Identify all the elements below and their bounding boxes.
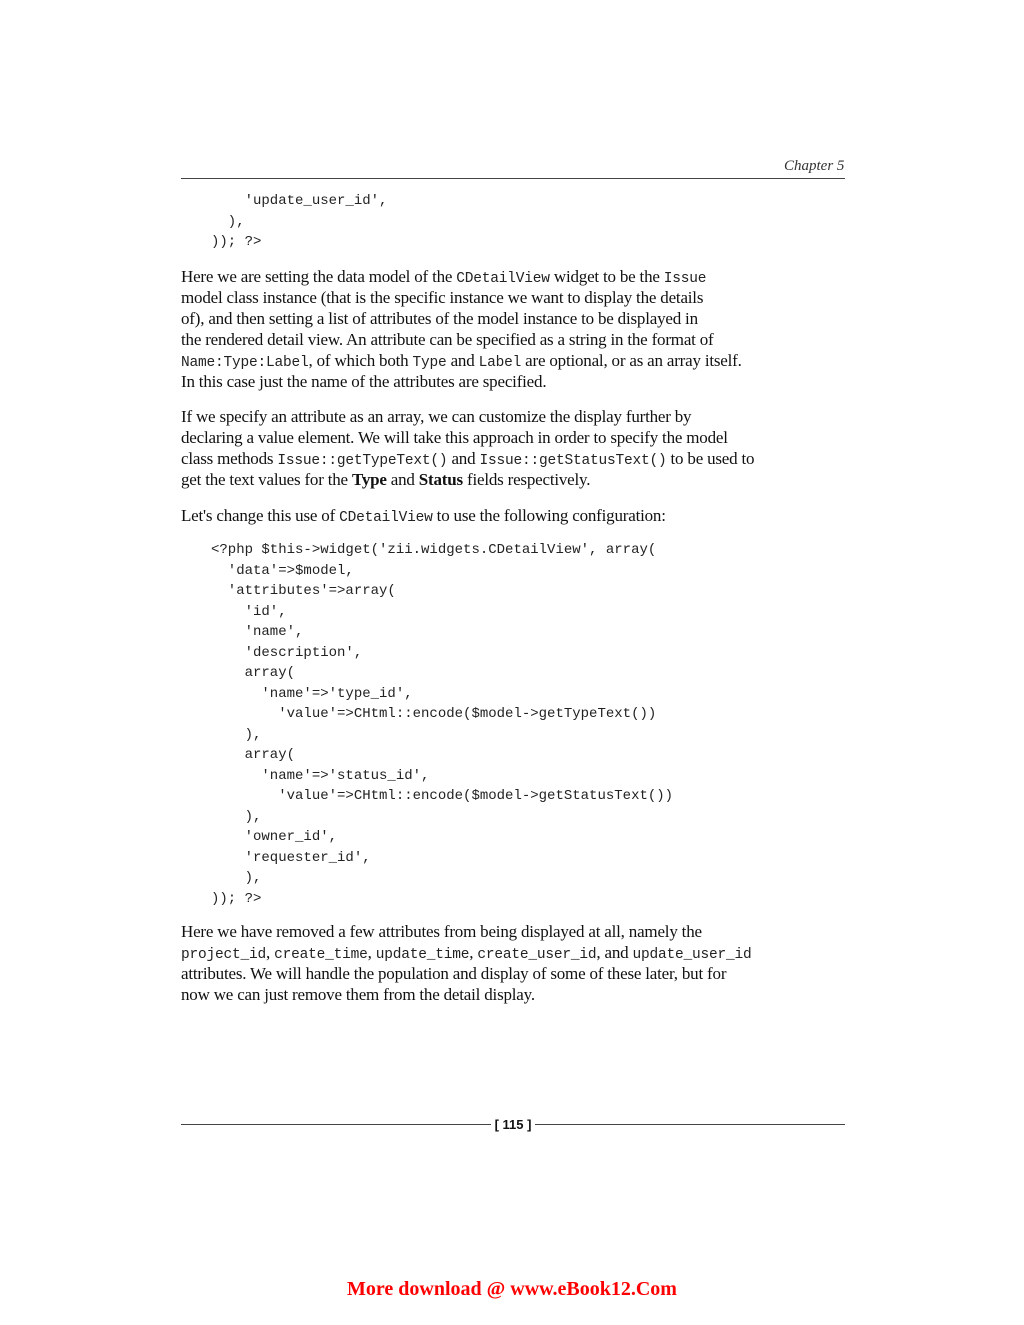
code-line: 'name', [211,624,304,640]
text-line [181,469,851,490]
footer-rule-left [181,1124,491,1125]
code-line: )); ?> [211,890,262,907]
inline-code: project_id [181,947,267,963]
code-line: array( [211,665,296,681]
text-line [181,942,851,963]
text-line [181,921,851,942]
inline-code: update_user_id [632,947,752,963]
text-line [181,308,851,329]
paragraph [181,406,851,490]
text-line [181,266,851,287]
text-run: to be used to [666,449,755,468]
code-block [211,540,881,909]
text-run: Let's change this use of [181,506,340,525]
code-line: ), [211,726,262,743]
text-line [181,287,851,308]
text-run: If we specify an attribute as an array, we can customize the display further by [181,407,692,426]
code-line: 'attributes'=>array( [211,583,396,599]
inline-code: Issue::getStatusText() [479,453,667,469]
inline-code: create_user_id [477,947,597,963]
code-line: <?php $this->widget('zii.widgets.CDetailView', array( [211,542,657,558]
text-run: and [446,351,479,370]
inline-code: Issue [663,271,707,287]
code-line: )); ?> [211,234,262,250]
inline-code: CDetailView [339,510,433,526]
text-run: and [386,470,419,489]
text-run: attributes. We will handle the population and display of some of these later, but for [181,964,727,983]
text-line [181,371,851,392]
paragraph [181,266,851,392]
code-line: 'owner_id', [211,829,338,845]
text-line [181,963,851,984]
inline-code: update_time [375,947,470,963]
inline-code: create_time [274,947,368,963]
text-run: Here we have removed a few attributes from being displayed at all, namely the [181,922,702,941]
inline-code: Issue::getTypeText() [277,453,448,469]
text-line [181,984,851,1005]
text-run: declaring a value element. We will take this approach in order to specify the model [181,428,728,447]
header-rule [181,178,845,179]
text-line [181,329,851,350]
text-run: widget to be the [549,267,664,286]
text-line [181,350,851,371]
inline-code: Name:Type:Label [181,355,309,371]
code-line: 'id', [211,603,287,620]
text-run: are optional, or as an array itself. [521,351,742,370]
bold-text: Type [351,470,387,489]
text-run: model class instance (that is the specific instance we want to display the details [181,288,704,307]
text-run: get the text values for the [181,470,352,489]
text-run: the rendered detail view. An attribute can be specified as a string in the format of [181,330,714,349]
code-block [211,191,881,253]
code-line: 'value'=>CHtml::encode($model->getTypeText()) [211,706,657,722]
paragraph [181,505,851,526]
text-run: now we can just remove them from the detail display. [181,985,535,1004]
bold-text: Status [418,470,463,489]
paragraph [181,921,851,1005]
text-run: , [266,943,275,962]
text-run: , [469,943,478,962]
text-run: , of which both [308,351,413,370]
code-line: 'name'=>'type_id', [211,685,413,702]
page-number: [ 115 ] [494,1116,532,1132]
code-line: ), [211,213,245,230]
download-promo-link[interactable]: More download @ www.eBook12.Com [347,1278,677,1300]
text-line [181,448,851,469]
text-line [181,427,851,448]
inline-code: Label [478,355,522,371]
code-line: 'data'=>$model, [211,562,354,579]
footer-rule-right [535,1124,845,1125]
text-run: , and [596,943,633,962]
code-line: 'update_user_id', [211,193,388,209]
text-line [181,505,851,526]
text-run: Here we are setting the data model of the [181,267,457,286]
chapter-header: Chapter 5 [784,158,845,174]
inline-code: CDetailView [456,271,550,287]
code-line: 'value'=>CHtml::encode($model->getStatusText()) [211,788,674,804]
text-line [181,406,851,427]
text-run: , [367,943,376,962]
page-footer [181,1114,845,1134]
code-line: ), [211,870,262,886]
text-run: of), and then setting a list of attributes of the model instance to be displayed in [181,309,698,328]
text-run: class methods [181,449,278,468]
text-run: In this case just the name of the attributes are specified. [181,372,547,391]
code-line: 'name'=>'status_id', [211,767,430,784]
code-line: ), [211,808,262,825]
code-line: 'requester_id', [211,849,371,866]
text-run: fields respectively. [462,470,591,489]
code-line: 'description', [211,644,363,661]
text-run: and [447,449,480,468]
inline-code: Type [412,355,447,371]
code-line: array( [211,747,296,763]
text-run: to use the following configuration: [432,506,666,525]
